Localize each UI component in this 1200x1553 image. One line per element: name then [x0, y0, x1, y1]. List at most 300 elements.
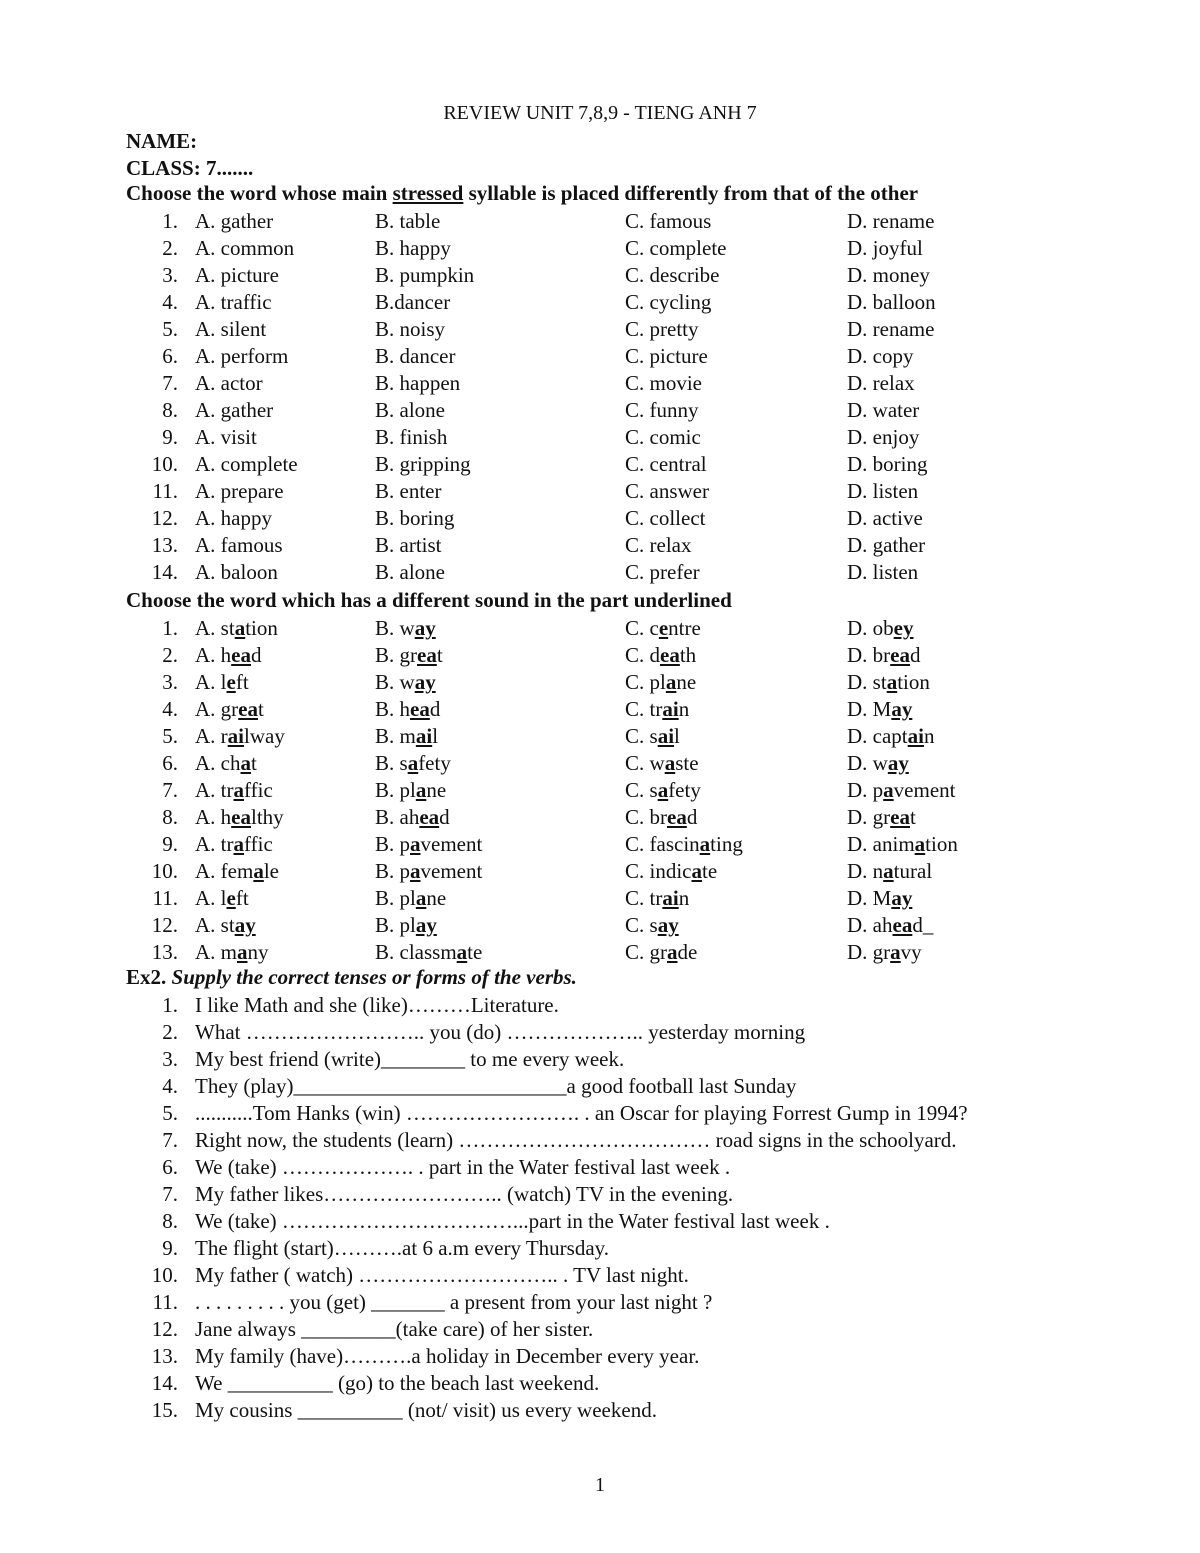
underlined-sound: a — [410, 859, 421, 883]
option-text: n — [678, 697, 690, 721]
answer-option — [847, 858, 932, 885]
underlined-sound: ea — [417, 643, 437, 667]
option-text: tural — [893, 859, 933, 883]
option-text: C. s — [625, 913, 658, 937]
option-text: l — [674, 724, 680, 748]
answer-option — [195, 723, 285, 750]
underlined-sound: a — [667, 940, 678, 964]
option-text: de — [677, 940, 698, 964]
answer-option — [847, 804, 916, 831]
option-text: A. h — [195, 805, 232, 829]
sound-question-row — [0, 723, 1200, 750]
option-text: A. st — [195, 913, 235, 937]
answer-option — [375, 831, 482, 858]
underlined-sound: a — [883, 859, 894, 883]
option-text: C. pl — [625, 670, 666, 694]
option-text: A. h — [195, 643, 232, 667]
option-text: B. w — [375, 670, 415, 694]
answer-option: D. enjoy — [847, 425, 920, 449]
underlined-sound: a — [914, 832, 926, 856]
option-text: D. ob — [847, 616, 894, 640]
option-text: d — [686, 805, 698, 829]
answer-option: B. pumpkin — [375, 263, 475, 287]
answer-option: B. happen — [375, 371, 461, 395]
option-text: B. s — [375, 751, 408, 775]
sound-question-row — [0, 696, 1200, 723]
answer-option: B. dancer — [375, 344, 456, 368]
underlined-sound: ay — [415, 913, 437, 937]
answer-option: A. baloon — [195, 560, 278, 584]
option-text: C. br — [625, 805, 667, 829]
item-number: 13. — [151, 940, 178, 964]
option-text: d — [251, 643, 262, 667]
answer-option: A. silent — [195, 317, 267, 341]
underlined-sound: a — [890, 940, 901, 964]
option-text: D. gr — [847, 805, 891, 829]
option-text: d — [429, 697, 441, 721]
answer-option — [195, 831, 273, 858]
sound-question-row — [0, 912, 1200, 939]
underlined-sound: ay — [887, 751, 909, 775]
answer-option: D. rename — [847, 209, 935, 233]
ex2-sentence: ...........Tom Hanks (win) ……………………. . an Oscar for playing Forrest Gump in 1994? — [195, 1101, 968, 1125]
underlined-sound: ay — [414, 616, 436, 640]
stress-question-row — [0, 451, 1200, 478]
item-number: 3. — [162, 670, 178, 694]
underlined-sound: a — [691, 859, 702, 883]
item-number: 12. — [151, 913, 178, 937]
item-number: 1. — [162, 209, 178, 233]
stress-section-heading — [126, 181, 918, 206]
stress-question-row — [0, 424, 1200, 451]
item-number: 10. — [151, 1263, 178, 1287]
answer-option — [375, 939, 482, 966]
option-text: D. br — [847, 643, 891, 667]
item-number: 11. — [152, 886, 178, 910]
sound-question-row — [0, 831, 1200, 858]
underlined-sound: ai — [907, 724, 924, 748]
stress-heading-pre: Choose the word whose main — [126, 181, 393, 205]
answer-option: C. cycling — [625, 290, 712, 314]
answer-option — [847, 642, 921, 669]
answer-option: B. finish — [375, 425, 448, 449]
option-text: lway — [244, 724, 285, 748]
answer-option — [195, 669, 249, 696]
item-number: 4. — [162, 1074, 178, 1098]
option-text: D. M — [847, 697, 892, 721]
answer-option: D. listen — [847, 560, 919, 584]
underlined-sound: a — [234, 616, 246, 640]
answer-option — [847, 831, 958, 858]
option-text: vement — [893, 778, 956, 802]
underlined-sound: a — [240, 751, 251, 775]
answer-option — [847, 912, 933, 939]
option-text: D. capt — [847, 724, 908, 748]
underlined-sound: a — [886, 670, 898, 694]
option-text: D. gr — [847, 940, 891, 964]
item-number: 1. — [162, 616, 178, 640]
sound-question-row — [0, 615, 1200, 642]
option-text: ne — [426, 778, 447, 802]
option-text: te — [467, 940, 483, 964]
underlined-sound: ea — [231, 643, 251, 667]
option-text: ft — [235, 886, 249, 910]
stress-question-row — [0, 289, 1200, 316]
item-number: 7. — [162, 778, 178, 802]
ex2-item — [0, 1370, 1200, 1397]
option-text: ne — [676, 670, 697, 694]
ex2-sentence: My father likes…………………….. (watch) TV in the evening. — [195, 1182, 734, 1206]
option-text: ffic — [244, 832, 273, 856]
class-label: CLASS: 7....... — [126, 156, 254, 180]
answer-option — [375, 777, 446, 804]
option-text: D. anim — [847, 832, 915, 856]
item-number: 9. — [162, 832, 178, 856]
answer-option — [847, 939, 922, 966]
answer-option — [625, 939, 697, 966]
ex2-item — [0, 1154, 1200, 1181]
answer-option: B. enter — [375, 479, 442, 503]
answer-option — [847, 615, 914, 642]
answer-option: A. gather — [195, 209, 274, 233]
option-text: tion — [925, 832, 958, 856]
ex2-sentence: We (take) ………………. . part in the Water festival last week . — [195, 1155, 731, 1179]
answer-option: D. boring — [847, 452, 928, 476]
ex2-item — [0, 1073, 1200, 1100]
underlined-sound: ai — [415, 724, 433, 748]
ex2-sentence: My father ( watch) ……………………….. . TV last night. — [195, 1263, 689, 1287]
answer-option — [375, 615, 436, 642]
item-number: 14. — [151, 1371, 178, 1395]
underlined-sound: ea — [238, 697, 258, 721]
stress-question-row — [0, 370, 1200, 397]
answer-option: C. central — [625, 452, 707, 476]
page-title: REVIEW UNIT 7,8,9 - TIENG ANH 7 — [443, 102, 757, 124]
option-text: B. pl — [375, 886, 416, 910]
option-text: ft — [235, 670, 249, 694]
option-text: A. ch — [195, 751, 241, 775]
option-text: te — [702, 859, 718, 883]
underlined-sound: a — [699, 832, 711, 856]
stress-question-row — [0, 316, 1200, 343]
answer-option: D. listen — [847, 479, 919, 503]
underlined-sound: ay — [234, 913, 256, 937]
ex2-heading — [126, 965, 577, 990]
underlined-sound: ai — [227, 724, 245, 748]
option-text: A. st — [195, 616, 235, 640]
stress-question-row — [0, 478, 1200, 505]
item-number: 9. — [162, 1236, 178, 1260]
underlined-sound: a — [456, 940, 468, 964]
ex2-sentence: We __________ (go) to the beach last weekend. — [195, 1371, 600, 1395]
answer-option: A. famous — [195, 533, 283, 557]
answer-option: A. gather — [195, 398, 274, 422]
answer-option — [847, 750, 909, 777]
underlined-sound: a — [410, 832, 421, 856]
option-text: B. m — [375, 724, 416, 748]
answer-option: D. money — [847, 263, 930, 287]
item-number: 8. — [162, 805, 178, 829]
ex2-item — [0, 1262, 1200, 1289]
option-text: B. p — [375, 859, 411, 883]
answer-option — [375, 858, 482, 885]
option-text: vy — [900, 940, 922, 964]
answer-option: C. complete — [625, 236, 727, 260]
answer-option: C. pretty — [625, 317, 699, 341]
answer-option: D. active — [847, 506, 923, 530]
item-number: 2. — [162, 643, 178, 667]
item-number: 3. — [162, 1047, 178, 1071]
underlined-sound: a — [407, 751, 419, 775]
item-number: 12. — [151, 506, 178, 530]
answer-option: A. perform — [195, 344, 289, 368]
item-number: 6. — [162, 344, 178, 368]
option-text: A. l — [195, 670, 227, 694]
underlined-sound: ay — [891, 697, 913, 721]
underlined-sound: ea — [890, 643, 910, 667]
answer-option: C. collect — [625, 506, 706, 530]
answer-option: C. answer — [625, 479, 709, 503]
option-text: C. fascin — [625, 832, 700, 856]
option-text: C. c — [625, 616, 659, 640]
stress-question-row — [0, 262, 1200, 289]
option-text: ntre — [668, 616, 701, 640]
underlined-sound: e — [226, 670, 236, 694]
answer-option: D. relax — [847, 371, 915, 395]
option-text: ste — [675, 751, 699, 775]
answer-option — [375, 912, 437, 939]
option-text: n — [678, 886, 690, 910]
underlined-sound: ay — [891, 886, 913, 910]
option-text: fety — [418, 751, 451, 775]
answer-option: D. gather — [847, 533, 926, 557]
item-number: 7. — [162, 1128, 178, 1152]
option-text: C. s — [625, 778, 658, 802]
answer-option: A. complete — [195, 452, 298, 476]
stress-question-row — [0, 208, 1200, 235]
option-text: ffic — [244, 778, 273, 802]
sound-question-row — [0, 669, 1200, 696]
option-text: t — [436, 643, 443, 667]
sound-question-row — [0, 804, 1200, 831]
answer-option — [195, 939, 269, 966]
answer-option: C. funny — [625, 398, 699, 422]
item-number: 11. — [152, 1290, 178, 1314]
option-text: B. w — [375, 616, 415, 640]
option-text: le — [263, 859, 279, 883]
underlined-sound: a — [233, 778, 244, 802]
ex2-item — [0, 1127, 1200, 1154]
answer-option: B. boring — [375, 506, 455, 530]
item-number: 3. — [162, 263, 178, 287]
answer-option: C. comic — [625, 425, 701, 449]
option-text: ting — [710, 832, 743, 856]
answer-option — [195, 804, 284, 831]
ex2-item — [0, 1316, 1200, 1343]
answer-option: C. picture — [625, 344, 708, 368]
underlined-sound: a — [415, 778, 427, 802]
answer-option — [375, 696, 440, 723]
ex2-sentence: . . . . . . . . . you (get) _______ a present from your last night ? — [195, 1290, 713, 1314]
option-text: fety — [668, 778, 701, 802]
option-text: A. l — [195, 886, 227, 910]
sound-question-row — [0, 642, 1200, 669]
ex2-item — [0, 1019, 1200, 1046]
sound-question-row — [0, 777, 1200, 804]
underlined-sound: a — [665, 670, 677, 694]
item-number: 10. — [151, 859, 178, 883]
answer-option — [625, 831, 743, 858]
option-text: B. h — [375, 697, 411, 721]
underlined-sound: ay — [414, 670, 436, 694]
ex2-sentence: Jane always _________(take care) of her sister. — [195, 1317, 594, 1341]
answer-option — [375, 804, 450, 831]
answer-option: B. alone — [375, 560, 445, 584]
option-text: th — [679, 643, 697, 667]
answer-option: A. actor — [195, 371, 263, 395]
answer-option — [375, 885, 446, 912]
answer-option — [625, 885, 689, 912]
answer-option: C. describe — [625, 263, 720, 287]
option-text: t — [258, 697, 264, 721]
option-text: D. w — [847, 751, 888, 775]
ex2-item — [0, 1208, 1200, 1235]
option-text: C. tr — [625, 886, 663, 910]
answer-option: B. table — [375, 209, 441, 233]
item-number: 13. — [151, 1344, 178, 1368]
option-text: n — [924, 724, 935, 748]
option-text: A. r — [195, 724, 228, 748]
underlined-sound: ea — [419, 805, 440, 829]
option-text: ny — [247, 940, 269, 964]
option-text: vement — [420, 832, 483, 856]
underlined-sound: ai — [662, 886, 679, 910]
item-number: 15. — [151, 1398, 178, 1422]
answer-option — [847, 696, 912, 723]
option-text: A. fem — [195, 859, 254, 883]
option-text: t — [910, 805, 916, 829]
option-text: d — [910, 643, 921, 667]
underlined-sound: e — [658, 616, 669, 640]
ex2-item — [0, 1100, 1200, 1127]
answer-option: A. visit — [195, 425, 257, 449]
answer-option: D. joyful — [847, 236, 923, 260]
answer-option: D. water — [847, 398, 920, 422]
ex2-item — [0, 1235, 1200, 1262]
option-text: D. st — [847, 670, 887, 694]
answer-option — [195, 696, 264, 723]
option-text: ne — [426, 886, 447, 910]
answer-option — [195, 777, 273, 804]
option-text: B. p — [375, 832, 411, 856]
ex2-sentence: My family (have)……….a holiday in December every year. — [195, 1344, 700, 1368]
underlined-sound: a — [415, 886, 427, 910]
option-text: B. classm — [375, 940, 457, 964]
option-text: C. tr — [625, 697, 663, 721]
sound-question-row — [0, 885, 1200, 912]
option-text: A. tr — [195, 778, 234, 802]
underlined-sound: a — [664, 751, 676, 775]
ex2-sentence: The flight (start)……….at 6 a.m every Thursday. — [195, 1236, 610, 1260]
answer-option — [625, 696, 689, 723]
ex2-sentence: They (play)__________________________a good football last Sunday — [195, 1074, 797, 1098]
item-number: 7. — [162, 371, 178, 395]
answer-option — [847, 723, 935, 750]
item-number: 4. — [162, 697, 178, 721]
underlined-sound: ea — [410, 697, 430, 721]
item-number: 13. — [151, 533, 178, 557]
option-text: D. ah — [847, 913, 893, 937]
item-number: 5. — [162, 317, 178, 341]
answer-option — [195, 615, 278, 642]
ex2-item — [0, 1343, 1200, 1370]
option-text: C. w — [625, 751, 665, 775]
underlined-sound: a — [253, 859, 264, 883]
answer-option: A. traffic — [195, 290, 272, 314]
answer-option: B. happy — [375, 236, 451, 260]
option-text: tion — [245, 616, 278, 640]
answer-option — [375, 669, 436, 696]
answer-option — [195, 750, 257, 777]
answer-option: C. famous — [625, 209, 712, 233]
answer-option: C. prefer — [625, 560, 700, 584]
option-text: B. ah — [375, 805, 420, 829]
answer-option — [195, 885, 249, 912]
underlined-sound: a — [237, 940, 248, 964]
ex2-item — [0, 1046, 1200, 1073]
ex2-sentence: Right now, the students (learn) ……………………………… road signs in the schoolyard. — [195, 1128, 957, 1152]
answer-option — [625, 912, 679, 939]
ex2-instruction: Supply the correct tenses or forms of the verbs. — [166, 965, 577, 989]
answer-option: C. movie — [625, 371, 702, 395]
underlined-sound: ey — [893, 616, 914, 640]
underlined-sound: a — [233, 832, 244, 856]
stress-question-row — [0, 505, 1200, 532]
sound-question-row — [0, 750, 1200, 777]
answer-option: B. artist — [375, 533, 442, 557]
item-number: 10. — [151, 452, 178, 476]
ex2-item — [0, 992, 1200, 1019]
answer-option — [375, 723, 438, 750]
option-text: C. gr — [625, 940, 667, 964]
item-number: 8. — [162, 398, 178, 422]
name-label: NAME: — [126, 129, 198, 153]
answer-option — [375, 642, 443, 669]
item-number: 6. — [162, 751, 178, 775]
underlined-sound: ai — [657, 724, 675, 748]
answer-option — [625, 723, 680, 750]
item-number: 12. — [151, 1317, 178, 1341]
answer-option: A. prepare — [195, 479, 284, 503]
answer-option: B. gripping — [375, 452, 471, 476]
ex2-item — [0, 1289, 1200, 1316]
item-number: 7. — [162, 1182, 178, 1206]
item-number: 4. — [162, 290, 178, 314]
ex2-sentence: I like Math and she (like)………Literature. — [195, 993, 559, 1017]
option-text: D. n — [847, 859, 884, 883]
answer-option — [625, 642, 696, 669]
option-text: B. gr — [375, 643, 417, 667]
option-text: A. m — [195, 940, 237, 964]
option-text: C. s — [625, 724, 658, 748]
option-text: t — [251, 751, 257, 775]
answer-option — [625, 777, 701, 804]
option-text: d_ — [912, 913, 934, 937]
answer-option: D. copy — [847, 344, 914, 368]
ex2-sentence: My best friend (write)________ to me every week. — [195, 1047, 625, 1071]
answer-option — [375, 750, 451, 777]
underlined-sound: ea — [660, 643, 680, 667]
